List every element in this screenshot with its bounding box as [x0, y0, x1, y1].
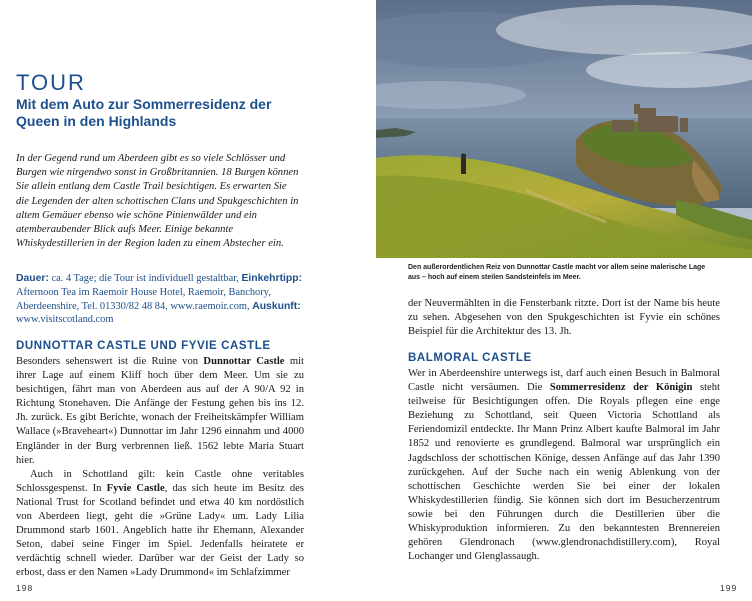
right-page — [376, 0, 752, 601]
dauer-text: ca. 4 Tage; die Tour ist individuell gestaltbar, — [48, 273, 242, 284]
bold-fyvie: Fyvie Castle — [106, 482, 165, 494]
auskunft-text: www.visitscotland.com — [16, 314, 114, 326]
tour-label: TOUR — [16, 70, 86, 95]
paragraph-fyvie — [16, 468, 304, 581]
castle-photo-illustration — [376, 0, 752, 258]
continued-text: der Neuvermählten in die Fensterbank ritzte. Dort ist der Name bis heute zu sehen. Abgesehen von den Spukgeschichten ist Fyvie ein schönes Beispiel für die Architektur des 13. Jh. — [408, 298, 720, 338]
bold-sommerresidenz: Sommerresidenz der Königin — [549, 382, 693, 394]
text-run: Auch in Schottland gilt: kein Castle ohne veritables Schlossgespenst. In — [16, 468, 304, 494]
text-run: Wer in Aberdeenshire unterwegs ist, darf auch einen Besuch in Balmoral Castle nicht versäumen. Die — [408, 368, 720, 394]
auskunft-label: Auskunft: — [252, 300, 301, 312]
text-run: steht teilweise für Besichtigungen offen. Die Royals pflegen eine enge Beziehung zu Schottland, seit Queen Victoria Schottland als Feriendomizil entdeckte. Ihr Mann Prinz Albert kaufte Balmoral im Jahr 1852 und renovierte es grundlegend. Balmoral war ursprünglich ein Jagdschloss der schottischen Könige, dessen Anfänge auf das Jahr 1390 zurückgehen. Auf der Suche nach ein wenig Ablenkung von der schottischen Geschichte werden Sie bei einer der lokalen Whiskydestillerien fündig. Sie können sich dort im Besucherzentrum sowie bei den Führungen durch die Destillerien über die Whiskyproduktion informieren. Zu den bekanntesten Brennereien gehören Glendronach (www.glendronachdistillery.com), Royal Lochanger und Glenglassaugh. — [408, 382, 720, 563]
tour-info-box — [16, 272, 306, 327]
text-run: , das sich heute im Besitz des National Trust for Scotland befindet und etwa 40 km nordöstlich von Aberdeen liegt, geht die »Grüne Lady« um. Lady Lilia Drummond starb 1601. Angeblich hatte ihr Ehemann, Alexander Seton, dabei seine Finger im Spiel. Jedenfalls heiratete er verdächtig schnell wieder. Darüber war der Geist der Lady so erbost, dass er den Namen »Lady Drummond« im Schlafzimmer — [16, 482, 305, 579]
castle-photo — [376, 0, 752, 258]
einkehr-text: Afternoon Tea im Raemoir House Hotel, Raemoir, Banchory, Aberdeenshire, Tel. 01330/82 48 84, www.raemoir.com, — [16, 286, 271, 312]
paragraph-dunnottar — [16, 355, 304, 468]
intro-text: In der Gegend rund um Aberdeen gibt es so viele Schlösser und Burgen wie nirgendwo sonst in Großbritannien. 18 Burgen können Sie allein entlang dem Castle Trail besichtigen. Es erwarten Sie die Legenden der alten schottischen Clans und Spukgeschichten in altem Gemäuer ebenso wie schöne Pinienwälder und ein atemberaubender Blick aufs Meer. Einige bekannte Whiskydestillerien in der Region laden zu einem Abstecher ein. — [16, 153, 299, 250]
page-number-right: 199 — [720, 583, 738, 593]
tour-subtitle: Mit dem Auto zur Sommerresidenz der Queen in den Highlands — [16, 96, 272, 129]
dauer-label: Dauer: — [16, 273, 49, 284]
page-number-left: 198 — [16, 583, 34, 593]
text-run: Besonders sehenswert ist die Ruine von — [16, 356, 204, 367]
body-text-balmoral — [408, 367, 720, 564]
section-heading-balmoral: BALMORAL CASTLE — [408, 352, 532, 364]
body-text-left — [16, 355, 304, 581]
text-run: mit ihrer Lage auf einem Kliff hoch über dem Meer. Um sie zu besichtigen, fährt man von Aberdeen aus auf der A 90/A 92 in Richtung Stonehaven. Die Anfänge der Festung gehen bis ins 12. Jh. zurück. Es gibt Berichte, wonach der Freiheitskämpfer William Wallace (»Braveheart«) Dunnottar im Jahr 1296 einnahm und 4000 Engländer in der Burg verbrennen ließ. 1562 lebte Maria Stuart hier. — [16, 356, 304, 466]
photo-caption: Den außerordentlichen Reiz von Dunnottar Castle macht vor allem seine malerische Lage aus – hoch auf einem steilen Sandsteinfels im Meer. — [408, 264, 706, 281]
einkehr-label: Einkehrtipp: — [241, 273, 303, 284]
section-heading-dunnottar: DUNNOTTAR CASTLE UND FYVIE CASTLE — [16, 340, 271, 352]
bold-dunnottar: Dunnottar Castle — [203, 356, 285, 367]
